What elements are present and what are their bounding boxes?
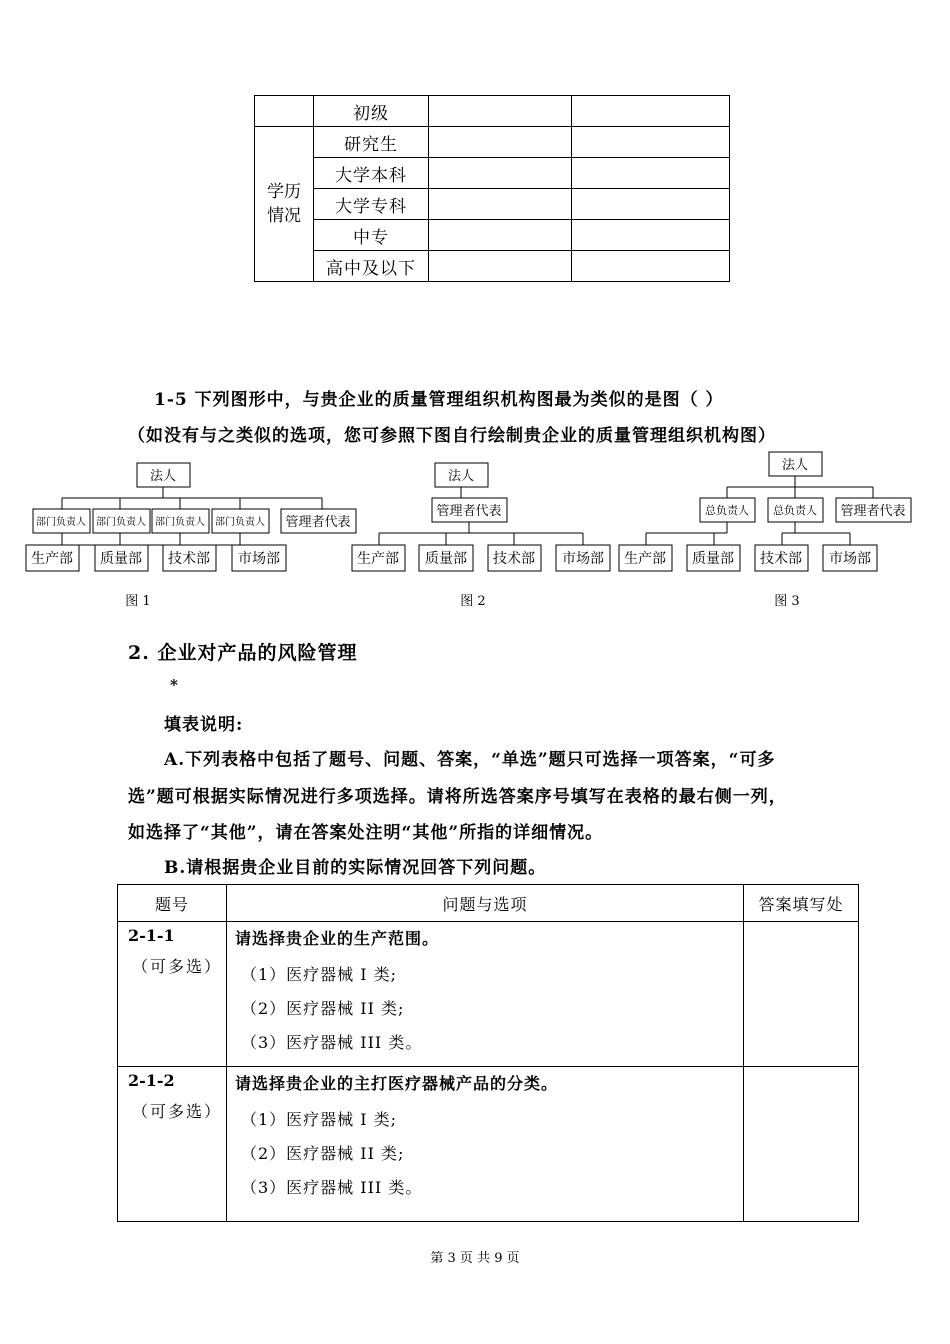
fig1-root: 法人	[149, 469, 177, 484]
question-option: （3）医疗器械 III 类。	[241, 1178, 423, 1197]
fig2-dept: 质量部	[425, 551, 467, 567]
question-text-cell	[227, 922, 744, 1067]
header-cell: 答案填写处	[744, 885, 859, 922]
answer-cell[interactable]	[572, 127, 730, 158]
group-label-line: 情况	[267, 206, 301, 226]
answer-cell[interactable]	[572, 251, 730, 282]
question-table	[117, 884, 859, 1222]
answer-cell[interactable]	[572, 220, 730, 251]
degree-cell: 高中及以下	[314, 251, 429, 282]
answer-cell[interactable]	[429, 127, 572, 158]
section-title: 2. 企业对产品的风险管理	[128, 642, 358, 664]
question-stem: 请选择贵企业的主打医疗器械产品的分类。	[235, 1074, 559, 1093]
answer-cell[interactable]	[429, 251, 572, 282]
table-row	[118, 1067, 859, 1222]
fig2-dept: 技术部	[493, 551, 535, 567]
fig2-caption: 图 2	[460, 594, 486, 609]
instruction-a-line2: 选”题可根据实际情况进行多项选择。请将所选答案序号填写在表格的最右侧一列，	[128, 787, 787, 807]
group-label-line: 学历	[267, 182, 301, 202]
question-id: 2-1-1	[128, 926, 175, 945]
answer-cell[interactable]	[429, 220, 572, 251]
fig1-dept: 质量部	[100, 551, 142, 567]
fig1-head: 部门负责人	[96, 517, 146, 528]
question-option: （3）医疗器械 III 类。	[241, 1033, 423, 1052]
header-cell: 题号	[118, 885, 227, 922]
degree-cell: 大学专科	[314, 189, 429, 220]
org-charts	[0, 445, 950, 615]
fig1-dept: 市场部	[238, 551, 280, 567]
question-id-cell	[118, 922, 227, 1067]
table-cell	[255, 96, 314, 127]
instructions-title: 填表说明:	[164, 715, 244, 735]
question-option: （2）医疗器械 II 类;	[241, 999, 405, 1018]
education-table	[254, 95, 730, 282]
answer-cell[interactable]	[429, 158, 572, 189]
question-text-cell	[227, 1067, 744, 1222]
answer-cell[interactable]	[429, 189, 572, 220]
fig1-head: 部门负责人	[155, 517, 205, 528]
answer-cell[interactable]	[429, 96, 572, 127]
table-row	[118, 922, 859, 1067]
answer-cell[interactable]	[572, 96, 730, 127]
question-stem: 请选择贵企业的生产范围。	[235, 929, 440, 948]
fig3-root: 法人	[781, 458, 809, 473]
education-group-label	[255, 127, 314, 282]
answer-cell[interactable]	[744, 1067, 859, 1222]
fig1-head: 部门负责人	[36, 517, 86, 528]
question-id: 2-1-2	[128, 1071, 175, 1090]
fig3-dept: 技术部	[760, 551, 802, 567]
fig3-rep: 管理者代表	[840, 504, 906, 519]
fig3-dept: 质量部	[692, 551, 734, 567]
page-footer: 第 3 页 共 9 页	[430, 1251, 520, 1266]
fig3-head: 总负责人	[773, 504, 817, 517]
answer-cell[interactable]	[572, 189, 730, 220]
header-cell: 问题与选项	[227, 885, 744, 922]
instruction-a-line1: A.下列表格中包括了题号、问题、答案，“单选”题只可选择一项答案，“可多	[164, 750, 776, 770]
fig3-dept: 生产部	[624, 551, 666, 567]
answer-cell[interactable]	[744, 922, 859, 1067]
question-id-cell	[118, 1067, 227, 1222]
question-1-5-line1: 1-5 下列图形中，与贵企业的质量管理组织机构图最为类似的是图（ ）	[154, 390, 724, 410]
star-mark: *	[170, 676, 179, 694]
question-type: （可多选）	[132, 957, 223, 976]
fig2-dept: 市场部	[562, 551, 604, 567]
answer-cell[interactable]	[572, 158, 730, 189]
degree-cell: 中专	[314, 220, 429, 251]
fig3-head: 总负责人	[705, 504, 749, 517]
degree-cell: 大学本科	[314, 158, 429, 189]
fig3-caption: 图 3	[774, 594, 800, 609]
instruction-a-line3: 如选择了“其他”，请在答案处注明“其他”所指的详细情况。	[128, 823, 604, 843]
fig1-dept: 技术部	[168, 551, 210, 567]
fig1-dept: 生产部	[31, 551, 73, 567]
instruction-b: B.请根据贵企业目前的实际情况回答下列问题。	[164, 858, 547, 878]
fig1-head: 部门负责人	[215, 517, 265, 528]
degree-cell: 研究生	[314, 127, 429, 158]
level-cell: 初级	[314, 96, 429, 127]
fig2-rep: 管理者代表	[436, 504, 502, 519]
question-1-5-line2: （如没有与之类似的选项，您可参照下图自行绘制贵企业的质量管理组织机构图）	[128, 426, 776, 446]
question-option: （2）医疗器械 II 类;	[241, 1144, 405, 1163]
fig2-root: 法人	[447, 469, 475, 484]
fig1-rep: 管理者代表	[285, 515, 351, 530]
fig1-caption: 图 1	[125, 594, 151, 609]
question-option: （1）医疗器械 I 类;	[241, 1110, 398, 1129]
fig3-dept: 市场部	[829, 551, 871, 567]
fig2-dept: 生产部	[357, 551, 399, 567]
question-type: （可多选）	[132, 1102, 223, 1121]
question-option: （1）医疗器械 I 类;	[241, 965, 398, 984]
